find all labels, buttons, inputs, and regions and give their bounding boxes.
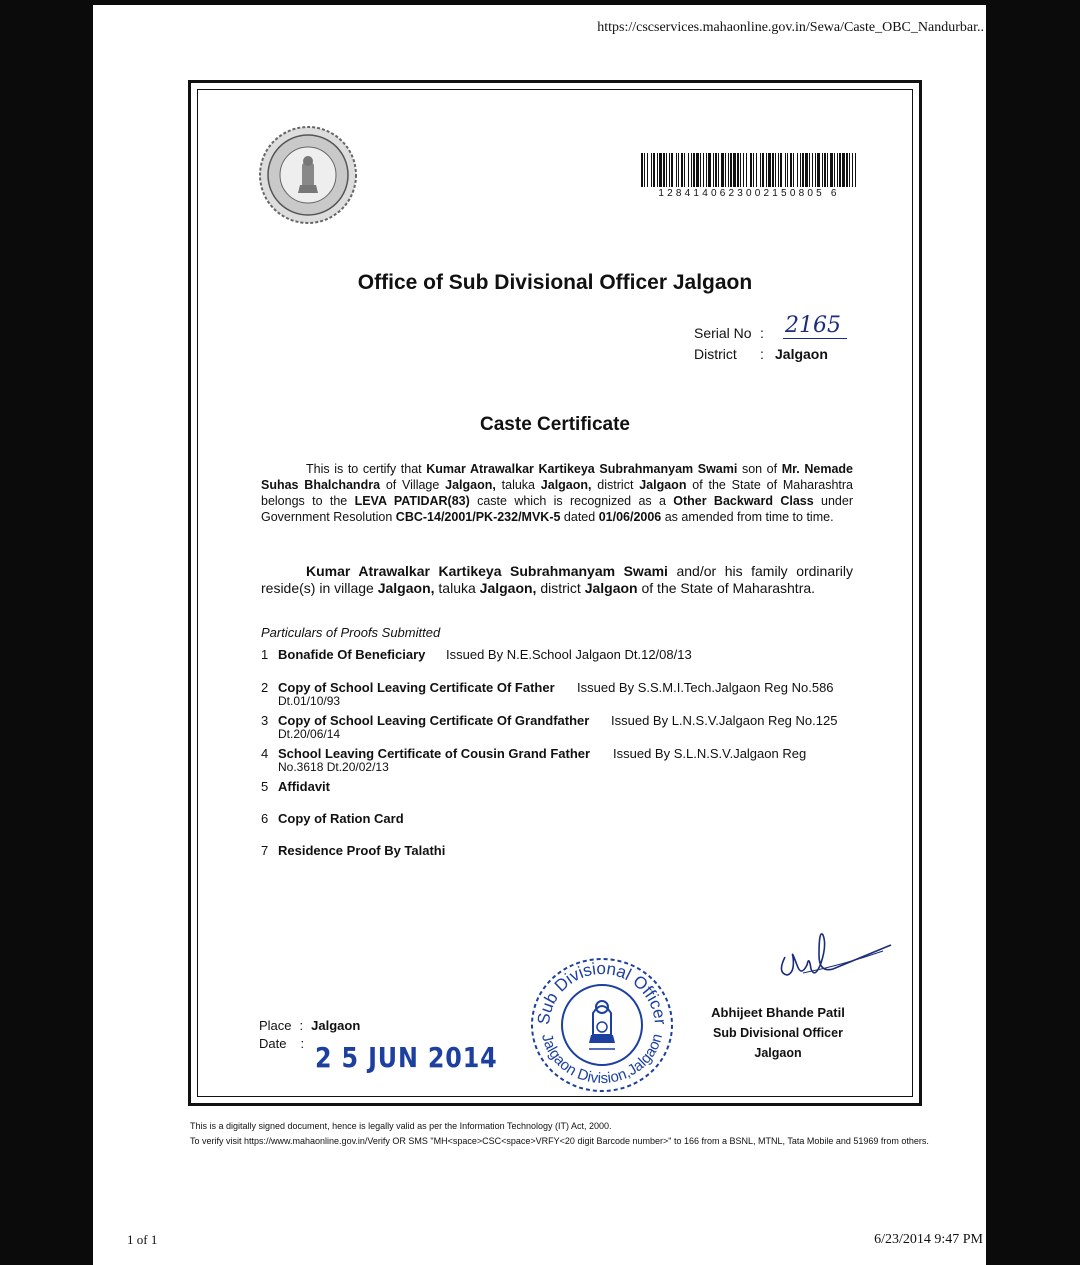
signature-icon: [773, 915, 893, 995]
district-label: District: [694, 346, 737, 362]
page-indicator: 1 of 1: [127, 1232, 158, 1247]
seal-bottom-text: Jalgaon Division,Jalgaon: [537, 1031, 667, 1088]
official-seal-icon: [527, 955, 677, 1095]
print-datetime: 6/23/2014 9:47 PM: [874, 1232, 983, 1247]
serial-label: Serial No: [694, 325, 752, 341]
proofs-heading: Particulars of Proofs Submitted: [261, 625, 441, 640]
seal-top-text: Sub Divisional Officer: [533, 958, 670, 1026]
signing-officer: [693, 1003, 863, 1063]
officer-designation: Sub Divisional Officer: [713, 1026, 843, 1040]
barcode-icon: [641, 153, 857, 187]
date-stamp: 2 5 JUN 2014: [315, 1041, 498, 1074]
certificate-paragraph-1: This is to certify that Kumar Atrawalkar Kartikeya Subrahmanyam Swami son of Mr. Nemade Suhas Bhalchandra of Village Jalgaon, taluka Jalgaon, district Jalgaon of the State of Maharashtra belongs to the LEVA PATIDAR(83) caste which is recognized as a Other Backward Class under Government Resolution CBC-14/2001/PK-232/MVK-5 dated 01/06/2006 as amended from time to time.: [261, 462, 854, 524]
place-field: Place : Jalgaon: [259, 1018, 361, 1033]
maharashtra-emblem-icon: [258, 125, 358, 225]
svg-text:Sub Divisional Officer: [534, 959, 670, 1026]
officer-place: Jalgaon: [754, 1046, 802, 1060]
office-title: Office of Sub Divisional Officer Jalgaon: [357, 271, 753, 294]
verification-footnote: This is a digitally signed document, hence is legally valid as per the Information Technology (IT) Act, 2000. To verify visit https://www.mahaonline.gov.in/Verify OR SMS "MH<space>CSC<space>VRFY<20 digit Barcode number>" to 166 from a BSNL, MTNL, Tata Mobile and 51969 from others.: [190, 1121, 929, 1146]
certificate-title: Caste Certificate: [480, 414, 630, 435]
officer-name: Abhijeet Bhande Patil: [711, 1005, 845, 1020]
page-url: https://cscservices.mahaonline.gov.in/Sewa/Caste_OBC_Nandurbar..: [597, 20, 984, 35]
barcode-number: 1284140623002150805 6: [658, 188, 840, 199]
serial-number-handwritten: 2165: [783, 313, 847, 339]
document-page: https://cscservices.mahaonline.gov.in/Sewa/Caste_OBC_Nandurbar.. 1284140623002150805 6 Office of Sub Divisional Officer Jalgaon Serial No : 2165 District : Jalgaon Caste Certificate This is to certify that Kumar Atrawalkar Kartikeya Subrahmanyam Swami son of Mr. Nemade Suhas Bhalchandra of Village Jalgaon, taluka Jalgaon, district Jalgaon of the State of Maharashtra belongs to the LEVA PATIDAR(83) caste which is recognized as a Other Backward Class under Government Resolution CBC-14/2001/PK-232/MVK-5 dated 01/06/2006 as amended from time to time. Kumar Atrawalkar Kartikeya Subrahmanyam Swami and/or his family ordinarily reside(s) in village Jalgaon, taluka Jalgaon, district Jalgaon of the State of Maharashtra. Particulars of Proofs Submitted 1 Bonafide Of Beneficiary Issued By N.E.School Jalgaon Dt.12/08/13 2 Copy of School Leaving Certificate Of Father Issued By S.S.M.I.Tech.Jalgaon Reg No.586 Dt.01/10/93 3 Copy of School Leaving Certificate Of Grandfather Issued By L.N.S.V.Jalgaon Reg No.125 Dt.20/06/14 4 School Leaving Certificate of Cousin Grand Father Issued By S.L.N.S.V.Jalgaon Reg No.3618 Dt.20/02/13 5 Affidavit 6 Copy of Ration Card 7 Residence Proof By Talathi Place : Jalgaon Date : 2 5 JUN 2014 Sub Divisional Officer Jalgaon Division,Jalgaon Abhijeet Bhande Patil Sub Divisional Officer Jalgaon This is a digitally signed document, hence is legally valid as per the Information Technology (IT) Act, 2000. To verify visit https://www.mahaonline.gov.in/Verify OR SMS "MH<space>CSC<space>VRFY<20 digit Barcode number>" to 166 from a BSNL, MTNL, Tata Mobile and 51969 from others. 1 of 1 6/23/2014 9:47 PM: [93, 5, 986, 1265]
certificate-paragraph-2: Kumar Atrawalkar Kartikeya Subrahmanyam Swami and/or his family ordinarily reside(s) in village Jalgaon, taluka Jalgaon, district Jalgaon of the State of Maharashtra.: [261, 563, 854, 596]
date-label: Date :: [259, 1036, 305, 1051]
district-value: Jalgaon: [775, 346, 828, 362]
